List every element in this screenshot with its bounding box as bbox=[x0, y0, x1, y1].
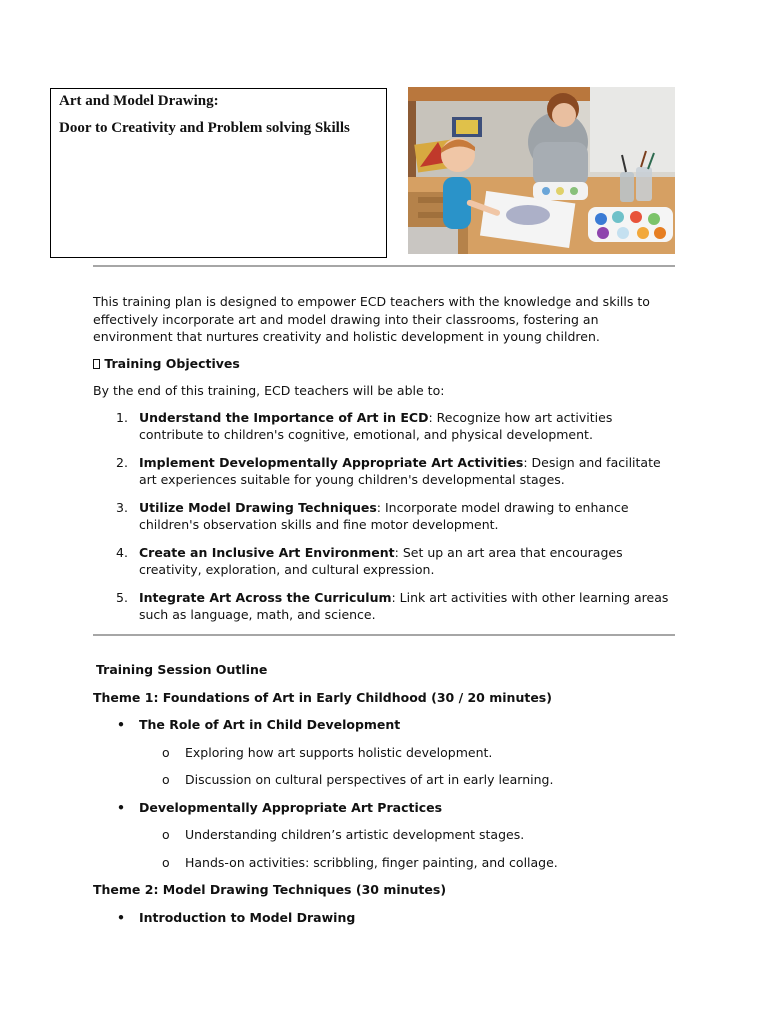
sub-text: Hands-on activities: scribbling, finger painting, and collage. bbox=[185, 854, 558, 870]
sub-text: Discussion on cultural perspectives of art in early learning. bbox=[185, 772, 554, 787]
objective-number: 1. bbox=[116, 409, 128, 425]
objectives-heading bbox=[93, 355, 675, 373]
theme2-title: Theme 2: Model Drawing Techniques (30 minutes) bbox=[93, 882, 447, 897]
objective-item bbox=[93, 589, 675, 624]
objective-number: 2. bbox=[116, 454, 128, 470]
sub-item bbox=[93, 771, 675, 789]
outline-title: Training Session Outline bbox=[96, 662, 268, 677]
main-content bbox=[93, 293, 675, 634]
theme1-title: Theme 1: Foundations of Art in Early Childhood (30 / 20 minutes) bbox=[93, 689, 552, 705]
title-line-2: Door to Creativity and Problem solving Skills bbox=[59, 120, 350, 136]
sub-text: Exploring how art supports holistic development. bbox=[185, 744, 493, 760]
objective-text: : Set up an art area that encourages creativity, exploration, and cultural expression. bbox=[139, 544, 623, 577]
objective-item bbox=[93, 544, 675, 579]
objective-title: Understand the Importance of Art in ECD bbox=[139, 409, 429, 425]
objective-text: : Link art activities with other learning areas such as language, math, and science. bbox=[139, 589, 669, 622]
objectives-lead: By the end of this training, ECD teachers will be able to: bbox=[93, 383, 445, 398]
objective-title: Implement Developmentally Appropriate Art Activities bbox=[139, 454, 524, 470]
sub-item bbox=[93, 826, 675, 844]
objective-item bbox=[93, 454, 675, 489]
missing-glyph-icon bbox=[93, 359, 100, 369]
objective-number: 3. bbox=[116, 499, 128, 515]
objective-text: : Recognize how art activities contribute to children's cognitive, emotional, and physical development. bbox=[139, 409, 613, 442]
objectives-heading-text: Training Objectives bbox=[100, 355, 240, 371]
intro-paragraph: This training plan is designed to empower ECD teachers with the knowledge and skills to effectively incorporate art and model drawing into their classrooms, fostering an environment that nurtures creativity and holistic development in young children. bbox=[93, 294, 650, 344]
horizontal-rule-top bbox=[93, 265, 675, 267]
bullet-text: Developmentally Appropriate Art Practices bbox=[139, 799, 443, 815]
objective-text: : Incorporate model drawing to enhance children's observation skills and fine motor development. bbox=[139, 499, 629, 532]
objectives-list bbox=[93, 409, 675, 624]
classroom-photo bbox=[408, 87, 675, 254]
photo-illustration bbox=[408, 87, 675, 254]
objective-title: Integrate Art Across the Curriculum bbox=[139, 589, 392, 605]
bullet-marker: • bbox=[117, 909, 125, 925]
objective-title: Utilize Model Drawing Techniques bbox=[139, 499, 377, 515]
title-line-1: Art and Model Drawing: bbox=[59, 93, 219, 109]
theme2-bullet bbox=[93, 909, 675, 927]
sub-marker: o bbox=[162, 744, 170, 760]
theme1-bullet bbox=[93, 716, 675, 734]
sub-marker: o bbox=[162, 854, 170, 870]
sub-item bbox=[93, 854, 675, 872]
objective-item bbox=[93, 409, 675, 444]
objective-title: Create an Inclusive Art Environment bbox=[139, 544, 395, 560]
sub-marker: o bbox=[162, 772, 170, 787]
objective-text: : Design and facilitate art experiences suitable for young children's developmental stages. bbox=[139, 454, 661, 487]
bullet-text: Introduction to Model Drawing bbox=[139, 909, 356, 925]
bullet-marker: • bbox=[117, 799, 125, 815]
objective-number: 5. bbox=[116, 589, 128, 605]
bullet-text: The Role of Art in Child Development bbox=[139, 717, 401, 732]
sub-text: Understanding children’s artistic development stages. bbox=[185, 827, 525, 842]
bullet-marker: • bbox=[117, 717, 125, 732]
title-box bbox=[50, 88, 387, 258]
session-outline bbox=[93, 661, 675, 936]
objective-item bbox=[93, 499, 675, 534]
sub-item bbox=[93, 744, 675, 762]
objective-number: 4. bbox=[116, 544, 128, 560]
horizontal-rule-middle bbox=[93, 634, 675, 636]
sub-marker: o bbox=[162, 827, 170, 842]
theme1-bullet bbox=[93, 799, 675, 817]
